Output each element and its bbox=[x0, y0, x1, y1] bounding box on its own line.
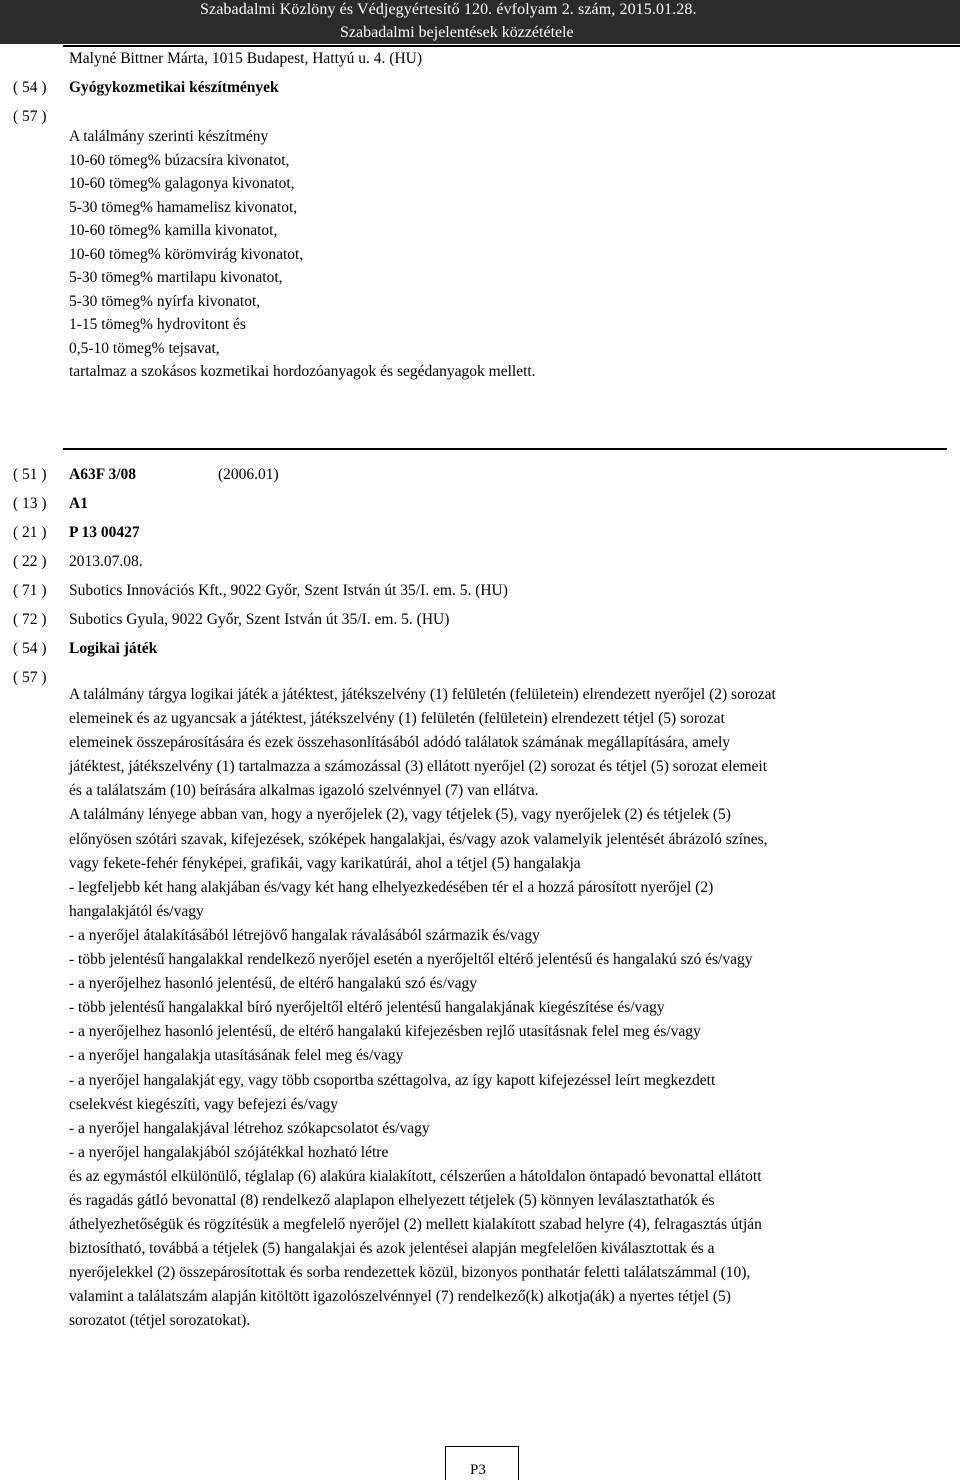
code-72: ( 72 ) bbox=[13, 611, 47, 628]
abstract-line: - a nyerőjel hangalakját egy, vagy több csoportba széttagolva, az így kapott kifejezéssel leírt megkezdett bbox=[69, 1071, 716, 1089]
abstract-line: - a nyerőjel hangalakjából szójátékkal hozható létre bbox=[69, 1143, 389, 1161]
page-number: P3 bbox=[470, 1462, 486, 1478]
filing-date: 2013.07.08. bbox=[69, 553, 143, 570]
abstract-line: sorozatot (tétjel sorozatokat). bbox=[69, 1312, 251, 1330]
abstract-line: és a találatszám (10) beírására alkalmas igazoló szelvénnyel (7) van ellátva. bbox=[69, 782, 539, 800]
abstract-line: - legfeljebb két hang alakjában és/vagy két hang elhelyezkedésében tér el a hozzá párosított nyerőjel (2) bbox=[69, 878, 714, 896]
abstract-line: A találmány tárgya logikai játék a játéktest, játékszelvény (1) felületén (felületein) elrendezett nyerőjel (2) sorozat bbox=[69, 686, 776, 703]
abstract-line: A találmány szerinti készítmény bbox=[69, 128, 269, 145]
abstract-line: - a nyerőjel átalakításából létrejövő hangalak rávalásából származik és/vagy bbox=[69, 926, 540, 944]
application-number: P 13 00427 bbox=[69, 524, 140, 541]
record-divider bbox=[63, 448, 947, 450]
abstract-line: tartalmaz a szokásos kozmetikai hordozóanyagok és segédanyagok mellett. bbox=[69, 363, 536, 380]
patent-title: Logikai játék bbox=[69, 640, 158, 657]
ipc-version: (2006.01) bbox=[218, 466, 279, 483]
abstract-line: és ragadás gátló bevonattal (8) rendelkező alaplapon elhelyezett tétjelek (5) könnyen leválasztathatók és bbox=[69, 1191, 715, 1209]
abstract-line: cselekvést kiegészíti, vagy befejezi és/vagy bbox=[69, 1095, 338, 1113]
abstract-line: áthelyezhetőségük és rögzítésük a megfelelő nyerőjel (2) mellett kialakított szabad helyre (4), felragasztás útján bbox=[69, 1216, 762, 1234]
abstract-line: 5-30 tömeg% martilapu kivonatot, bbox=[69, 269, 283, 286]
patent-title: Gyógykozmetikai készítmények bbox=[69, 79, 279, 96]
abstract-line: vagy fekete-fehér fényképei, grafikái, vagy karikatúrái, ahol a tétjel (5) hangalakja bbox=[69, 854, 581, 872]
abstract-line: elemeinek összepárosítására és ezek összehasonlításából adódó találatok számának megállapítására, amely bbox=[69, 734, 731, 752]
doc-kind: A1 bbox=[69, 495, 88, 512]
code-57: ( 57 ) bbox=[13, 669, 47, 686]
abstract-line: 10-60 tömeg% körömvirág kivonatot, bbox=[69, 245, 304, 263]
holder-line: Malyné Bittner Márta, 1015 Budapest, Hattyú u. 4. (HU) bbox=[69, 50, 422, 67]
ipc-class: A63F 3/08 bbox=[69, 466, 137, 483]
abstract-line: elemeinek és az ugyancsak a játéktest, játékszelvény (1) felületén (felületein) elrendezett tétjel (5) sorozat bbox=[69, 710, 725, 728]
code-71: ( 71 ) bbox=[13, 582, 47, 599]
header-rule bbox=[63, 45, 960, 47]
abstract-line: 0,5-10 tömeg% tejsavat, bbox=[69, 339, 220, 357]
section-title: Szabadalmi bejelentések közzététele bbox=[340, 24, 574, 41]
journal-title: Szabadalmi Közlöny és Védjegyértesítő 120. évfolyam 2. szám, 2015.01.28. bbox=[200, 1, 697, 18]
abstract-line: 5-30 tömeg% nyírfa kivonatot, bbox=[69, 292, 261, 310]
abstract-line: és az egymástól elkülönülő, téglalap (6) alakúra kialakított, célszerűen a hátoldalon öntapadó bevonattal ellátott bbox=[69, 1167, 762, 1185]
abstract-line: - a nyerőjelhez hasonló jelentésű, de eltérő hangalakú szó és/vagy bbox=[69, 975, 478, 993]
abstract-line: 1-15 tömeg% hydrovitont és bbox=[69, 316, 246, 333]
abstract-line: 5-30 tömeg% hamamelisz kivonatot, bbox=[69, 198, 298, 216]
abstract-line: - több jelentésű hangalakkal rendelkező nyerőjel esetén a nyerőjeltől eltérő jelentésű és hangalakú szó és/vagy bbox=[69, 951, 753, 969]
code-21: ( 21 ) bbox=[13, 524, 47, 541]
abstract-line: A találmány lényege abban van, hogy a nyerőjelek (2), vagy tétjelek (5), vagy nyerőjelek (2) és tétjelek (5) bbox=[69, 806, 731, 824]
code-54: ( 54 ) bbox=[13, 79, 47, 96]
abstract-line: nyerőjelekkel (2) összepárosítottak és sorba rendezettek közül, bizonyos ponthatár feletti találatszámmal (10), bbox=[69, 1264, 751, 1282]
abstract-line: - a nyerőjelhez hasonló jelentésű, de eltérő hangalakú kifejezésben rejlő utasításnak felel meg és/vagy bbox=[69, 1023, 701, 1041]
abstract-line: előnyösen szótári szavak, kifejezések, szóképek hangalakjai, és/vagy azok valamelyik jelentését ábrázoló színes, bbox=[69, 830, 768, 848]
abstract-2 bbox=[69, 683, 776, 1334]
code-22: ( 22 ) bbox=[13, 553, 47, 570]
code-13: ( 13 ) bbox=[13, 495, 47, 512]
applicant: Subotics Innovációs Kft., 9022 Győr, Szent István út 35/I. em. 5. (HU) bbox=[69, 582, 508, 599]
abstract-line: játéktest, játékszelvény (1) tartalmazza a számozással (3) ellátott nyerőjel (2) sorozat és tétjel (5) sorozat elemeit bbox=[69, 758, 768, 776]
code-57: ( 57 ) bbox=[13, 108, 47, 125]
abstract-line: 10-60 tömeg% kamilla kivonatot, bbox=[69, 222, 278, 239]
code-51: ( 51 ) bbox=[13, 466, 47, 483]
abstract-line: 10-60 tömeg% galagonya kivonatot, bbox=[69, 175, 295, 192]
abstract-line: biztosítható, továbbá a tétjelek (5) hangalakjai és azok jelentései alapján megfelelően kiválasztottak és a bbox=[69, 1240, 715, 1258]
inventor: Subotics Gyula, 9022 Győr, Szent István út 35/I. em. 5. (HU) bbox=[69, 611, 450, 628]
abstract-line: - a nyerőjel hangalakja utasításának felel meg és/vagy bbox=[69, 1047, 404, 1065]
abstract-line: - több jelentésű hangalakkal bíró nyerőjeltől eltérő jelentésű hangalakjának kiegészítése és/vagy bbox=[69, 999, 665, 1017]
abstract-line: - a nyerőjel hangalakjával létrehoz szókapcsolatot és/vagy bbox=[69, 1119, 430, 1137]
abstract-line: valamint a találatszám alapján kitöltött igazolószelvénnyel (7) rendelkező(k) alkotja(ák) a nyertes tétjel (5) bbox=[69, 1288, 731, 1306]
code-54: ( 54 ) bbox=[13, 640, 47, 657]
abstract-1 bbox=[69, 125, 536, 384]
abstract-line: 10-60 tömeg% búzacsíra kivonatot, bbox=[69, 151, 290, 169]
abstract-line: hangalakjától és/vagy bbox=[69, 902, 204, 920]
